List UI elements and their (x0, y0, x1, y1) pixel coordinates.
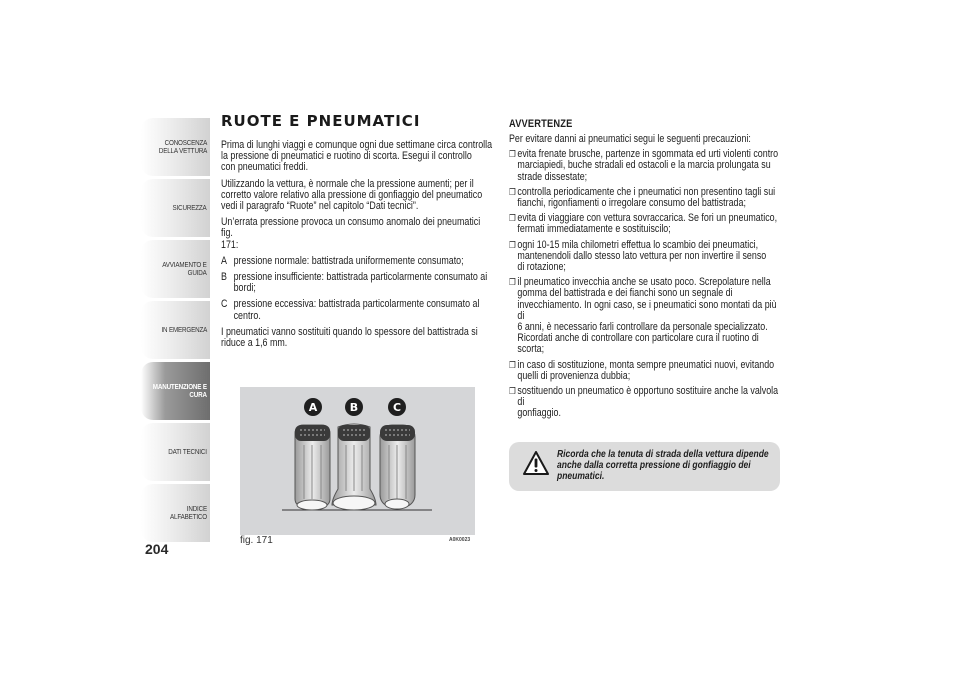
tab-manutenzione-e-cura[interactable] (141, 362, 210, 420)
checkbox-bullet-icon: ❒ (509, 239, 516, 250)
label-a: A (308, 401, 318, 414)
bullet-text: il pneumatico invecchia anche se usato poco. Screpolature nella gomma del battistrada e dei fianchi sono un segnale di invecchiamento. In ogni caso, se i pneumatici sono montati da più di 6 anni, è necessario farli controllare da personale specializzato. Ricordati anche di controllare con particolare cura il ruotino di scorta; (517, 276, 777, 356)
label-b: B (349, 401, 359, 414)
warnings-intro: Per evitare danni ai pneumatici segui le seguenti precauzioni: (509, 133, 751, 145)
warning-box (509, 442, 780, 491)
bullet-text: ogni 10-15 mila chilometri effettua lo scambio dei pneumatici, mantenendoli dallo stesso lato vettura per non invertire il senso di rotazione; (517, 238, 767, 274)
left-column (221, 112, 493, 354)
tab-label: IN EMERGENZA (161, 324, 207, 334)
item-label: C (221, 298, 228, 311)
list-item (509, 386, 781, 420)
tab-conoscenza-della-vettura[interactable] (141, 118, 210, 176)
checkbox-bullet-icon: ❒ (509, 359, 516, 370)
tire-overinflated-icon (380, 425, 415, 509)
right-column (509, 118, 781, 424)
tab-sicurezza[interactable] (141, 179, 210, 237)
tab-label: AVVIAMENTO E GUIDA (162, 259, 207, 277)
tab-avviamento-e-guida[interactable] (141, 240, 210, 298)
item-label: B (221, 271, 227, 284)
checkbox-bullet-icon: ❒ (509, 149, 516, 160)
paragraph-pressure-increase: Utilizzando la vettura, è normale che la pressione aumenti; per il corretto valore relativo alla pressione di gonfiaggio del pneumatico vedi il paragrafo “Ruote” nel capitolo “Dati tecnici”. (221, 177, 483, 213)
checkbox-bullet-icon: ❒ (509, 386, 516, 397)
list-item (509, 277, 781, 355)
list-item (221, 272, 493, 294)
tab-label: DATI TECNICI (168, 446, 207, 456)
warning-triangle-icon (523, 451, 549, 475)
tire-normal-icon (295, 425, 330, 510)
list-item (509, 240, 781, 274)
figure-caption: fig. 171 (240, 535, 273, 546)
bullet-text: evita frenate brusche, partenze in sgommata ed urti violenti contro marciapiedi, buche stradali ed ostacoli e la marcia prolungata su strade dissestate; (517, 148, 779, 183)
tab-label: SICUREZZA (172, 202, 207, 212)
checkbox-bullet-icon: ❒ (509, 186, 516, 197)
list-item (221, 299, 493, 321)
tire-underinflated-icon (332, 424, 376, 510)
bullet-text: sostituendo un pneumatico è opportuno sostituire anche la valvola di gonfiaggio. (517, 385, 779, 420)
warning-text: Ricorda che la tenuta di strada della vettura dipende anche dalla corretta pressione di gonfiaggio dei pneumatici. (557, 449, 769, 482)
paragraph-wrong-pressure: Un’errata pressione provoca un consumo anomalo dei pneumatici fig. 171: (221, 216, 481, 251)
item-text: pressione eccessiva: battistrada particolarmente consumato al centro. (233, 298, 480, 322)
tab-dati-tecnici[interactable] (141, 423, 210, 481)
tire-illustration (240, 387, 475, 535)
tab-indice-alfabetico[interactable] (141, 484, 210, 542)
tab-in-emergenza[interactable] (141, 301, 210, 359)
list-item (509, 213, 781, 235)
label-b-icon (345, 398, 363, 416)
page-number: 204 (145, 541, 169, 557)
tire-wear-figure (240, 387, 475, 535)
list-item (509, 149, 781, 183)
warnings-list (509, 149, 781, 419)
figure-code: A0K0023 (449, 537, 471, 543)
list-item (509, 360, 781, 382)
bullet-text: controlla periodicamente che i pneumatici non presentino tagli sui fianchi, rigonfiamenti o irregolare consumo del battistrada; (517, 185, 776, 210)
label-c: C (392, 401, 402, 414)
list-item (221, 256, 493, 267)
pressure-list (221, 256, 493, 322)
checkbox-bullet-icon: ❒ (509, 277, 516, 288)
warnings-heading: AVVERTENZE (509, 118, 573, 130)
label-a-icon (304, 398, 322, 416)
paragraph-tread-depth: I pneumatici vanno sostituiti quando lo spessore del battistrada si riduce a 1,6 mm. (221, 325, 478, 350)
tab-label: MANUTENZIONE E CURA (152, 381, 207, 399)
label-c-icon (388, 398, 406, 416)
item-label: A (221, 254, 227, 267)
checkbox-bullet-icon: ❒ (509, 213, 516, 224)
bullet-text: evita di viaggiare con vettura sovraccarica. Se fori un pneumatico, fermati immediatamente e sostituiscilo; (517, 212, 778, 236)
item-text: pressione insufficiente: battistrada particolarmente consumato ai bordi; (233, 271, 488, 295)
tab-label: INDICE ALFABETICO (170, 503, 207, 521)
page-title: RUOTE E PNEUMATICI (221, 112, 421, 130)
item-text: pressione normale: battistrada uniformemente consumato; (233, 254, 464, 267)
bullet-text: in caso di sostituzione, monta sempre pneumatici nuovi, evitando quelli di provenienza dubbia; (517, 358, 775, 382)
tab-label: CONOSCENZA DELLA VETTURA (158, 137, 207, 155)
paragraph-check-pressure: Prima di lunghi viaggi e comunque ogni due settimane circa controlla la pressione di pneumatici e ruotino di scorta. Esegui il controllo con pneumatici freddi. (221, 139, 493, 174)
list-item (509, 187, 781, 209)
